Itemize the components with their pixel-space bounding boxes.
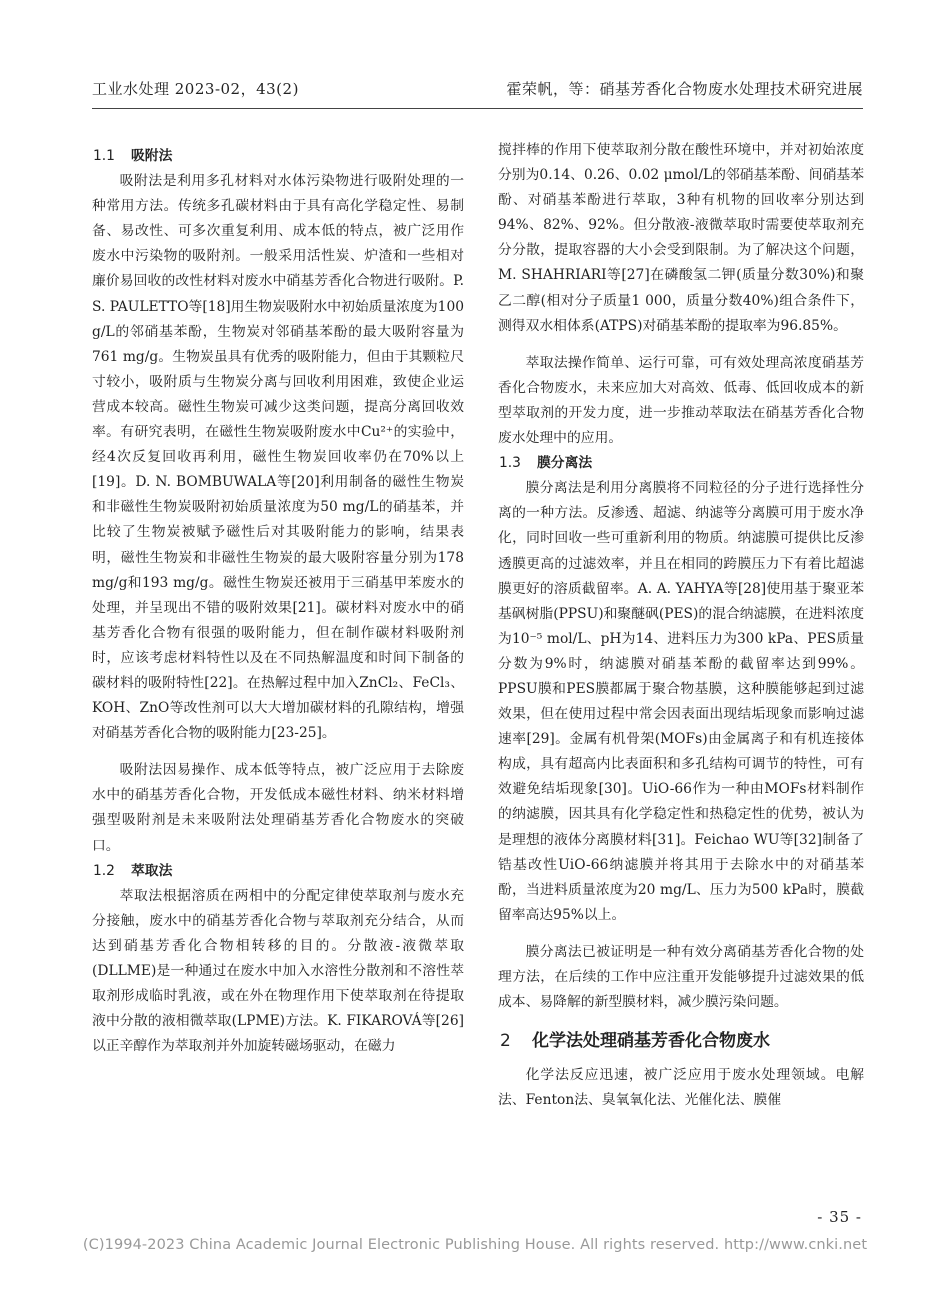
- left-column: [92, 144, 464, 1059]
- extraction-summary-paragraph: 萃取法操作简单、运行可靠，可有效处理高浓度硝基芳香化合物废水，未来应加大对高效、低毒、低回收成本的新型萃取剂的开发力度，进一步推动萃取法在硝基芳香化合物废水处理中的应用。: [498, 354, 864, 447]
- extraction-paragraph: 萃取法根据溶质在两相中的分配定律使萃取剂与废水充分接触，废水中的硝基芳香化合物与萃取剂充分结合，从而达到硝基芳香化合物相转移的目的。分散液-液微萃取(DLLME)是一种通过在废水中加入水溶性分散剂和不溶性萃取剂形成临时乳液，或在外在物理作用下使萃取剂在待提取液中分散的液相微萃取(LPME)方法。K. FIKAROVÁ等[26]以正辛醇作为萃取剂并外加旋转磁场驱动，在磁力: [92, 887, 464, 1055]
- section-1-2-title: 萃取法: [131, 862, 173, 879]
- section-1-3-heading: [498, 451, 864, 476]
- extraction-continued-paragraph: 搅拌棒的作用下使萃取剂分散在酸性环境中，并对初始浓度分别为0.14、0.26、0.02 μmol/L的邻硝基苯酚、间硝基苯酚、对硝基苯酚进行萃取，3种有机物的回收率分别达到94%、82%、92%。但分散液-液微萃取时需要使萃取剂充分分散，提取容器的大小会受到限制。为了解决这个问题，M. SHAHRIARI等[27]在磷酸氢二钾(质量分数30%)和聚乙二醇(相对分子质量1 000，质量分数40%)组合条件下，测得双水相体系(ATPS)对硝基苯酚的提取率为96.85%。: [498, 142, 864, 334]
- chemical-method-paragraph: 化学法反应迅速，被广泛应用于废水处理领域。电解法、Fenton法、臭氧氧化法、光催化法、膜催: [498, 1067, 864, 1109]
- section-2-title: 化学法处理硝基芳香化合物废水: [532, 1031, 770, 1052]
- section-1-3-title: 膜分离法: [537, 455, 593, 472]
- adsorption-paragraph: 吸附法是利用多孔材料对水体污染物进行吸附处理的一种常用方法。传统多孔碳材料由于具有高化学稳定性、易制备、易改性、可多次重复利用、成本低的特点，被广泛用作废水中污染物的吸附剂。一般采用活性炭、炉渣和一些相对廉价易回收的改性材料对废水中硝基芳香化合物进行吸附。P. S. PAULETTO等[18]用生物炭吸附水中初始质量浓度为100 g/L的邻硝基苯酚，生物炭对邻硝基苯酚的最大吸附容量为761 mg/g。生物炭虽具有优秀的吸附能力，但由于其颗粒尺寸较小，吸附质与生物炭分离与回收利用困难，致使企业运营成本较高。磁性生物炭可减少这类问题，提高分离回收效率。有研究表明，在磁性生物炭吸附废水中Cu²⁺的实验中，经4次反复回收再利用，磁性生物炭回收率仍在70%以上[19]。D. N. BOMBUWALA等[20]利用制备的磁性生物炭和非磁性生物炭吸附初始质量浓度为50 mg/L的硝基苯，并比较了生物炭被赋予磁性后对其吸附能力的影响，结果表明，磁性生物炭和非磁性生物炭的最大吸附容量分别为178 mg/g和193 mg/g。磁性生物炭还被用于三硝基甲苯废水的处理，并呈现出不错的吸附效果[21]。碳材料对废水中的硝基芳香化合物有很强的吸附能力，但在制作碳材料吸附剂时，应该考虑材料特性以及在不同热解温度和时间下制备的碳材料的吸附特性[22]。在热解过程中加入ZnCl₂、FeCl₃、KOH、ZnO等改性剂可以大大增加碳材料的孔隙结构，增强对硝基芳香化合物的吸附能力[23-25]。: [92, 173, 464, 742]
- section-1-1-number: 1.1: [93, 148, 115, 164]
- adsorption-summary-paragraph: 吸附法因易操作、成本低等特点，被广泛应用于去除废水中的硝基芳香化合物，开发低成本磁性材料、纳米材料增强型吸附剂是未来吸附法处理硝基芳香化合物废水的突破口。: [92, 762, 464, 854]
- membrane-paragraph: 膜分离法是利用分离膜将不同粒径的分子进行选择性分离的一种方法。反渗透、超滤、纳滤等分离膜可用于废水净化，同时回收一些可重新利用的物质。纳滤膜可提供比反渗透膜更高的过滤效率，并且在相同的跨膜压力下有着比超滤膜更好的溶质截留率。A. A. YAHYA等[28]使用基于聚亚苯基砜树脂(PPSU)和聚醚砜(PES)的混合纳滤膜，在进料浓度为10⁻⁵ mol/L、pH为14、进料压力为300 kPa、PES质量分数为9%时，纳滤膜对硝基苯酚的截留率达到99%。PPSU膜和PES膜都属于聚合物基膜，这种膜能够起到过滤效果，但在使用过程中常会因表面出现结垢现象而影响过滤速率[29]。金属有机骨架(MOFs)由金属离子和有机连接体构成，具有超高内比表面积和多孔结构可调节的特性，可有效避免结垢现象[30]。UiO-66作为一种由MOFs材料制作的纳滤膜，因其具有化学稳定性和热稳定性的优势，被认为是理想的液体分离膜材料[31]。Feichao WU等[32]制备了锆基改性UiO-66纳滤膜并将其用于去除水中的对硝基苯酚，当进料质量浓度为20 mg/L、压力为500 kPa时，膜截留率高达95%以上。: [498, 480, 864, 923]
- section-1-2-number: 1.2: [93, 862, 115, 879]
- journal-header: 工业水处理 2023-02，43(2): [92, 80, 299, 98]
- section-1-1-heading: [92, 144, 464, 169]
- article-running-title: 霍荣帆，等：硝基芳香化合物废水处理技术研究进展: [506, 80, 863, 98]
- header-rule: [92, 108, 863, 109]
- section-1-3-number: 1.3: [499, 455, 521, 472]
- membrane-summary-paragraph: 膜分离法已被证明是一种有效分离硝基芳香化合物的处理方法，在后续的工作中应注重开发能够提升过滤效果的低成本、易降解的新型膜材料，减少膜污染问题。: [498, 943, 864, 1011]
- section-2-heading: [498, 1021, 864, 1061]
- page-number: - 35 -: [817, 1208, 862, 1226]
- section-1-1-title: 吸附法: [131, 148, 173, 164]
- right-column: [498, 138, 864, 1113]
- section-2-number: 2: [500, 1031, 511, 1052]
- section-1-2-heading: [92, 859, 464, 884]
- copyright-footer: (C)1994-2023 China Academic Journal Electronic Publishing House. All rights reserved. http://www.cnki.net: [82, 1237, 868, 1253]
